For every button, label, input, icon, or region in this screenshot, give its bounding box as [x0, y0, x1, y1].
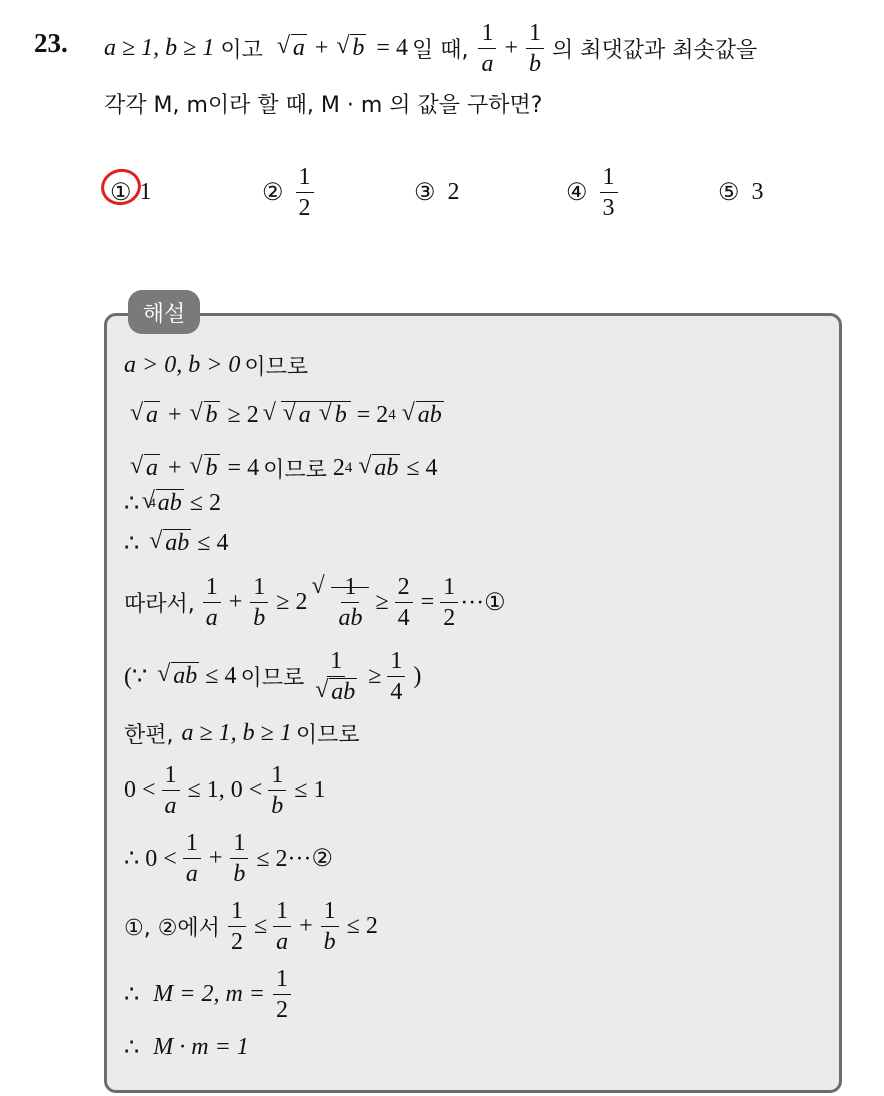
solution-line-4: ∴ 4 √ ab ≤ 2	[124, 486, 221, 520]
choice-value: 1	[139, 178, 152, 205]
choice-value: 2	[447, 178, 460, 205]
equals-four: = 4	[376, 34, 408, 61]
solution-line-10: ∴ 0 < $\frac{1}{a}$ + $\frac{1}{b}$ ≤ 2···②	[124, 829, 334, 887]
question-text: 일 때,	[411, 37, 469, 63]
choice-1[interactable]	[110, 172, 152, 212]
choice-2[interactable]	[262, 160, 316, 224]
solution-badge: 해설	[128, 290, 200, 334]
solution-line-12: ∴ M = 2, m = $\frac{1}{2}$	[124, 962, 293, 1026]
condition: a ≥ 1, b ≥ 1	[104, 34, 215, 61]
solution-line-7: (∵ √ ab ≤ 4 이므로 1 √ ab ≥ $\frac{1}{4}$ )	[124, 644, 421, 708]
choice-label: ④	[566, 179, 588, 206]
choice-label: ②	[262, 179, 284, 206]
fraction-1-over-b: $\frac{1}{b}$	[526, 21, 544, 76]
fraction-1-over-a: $\frac{1}{a}$	[478, 21, 496, 76]
sqrt-a: √ a	[277, 35, 307, 62]
solution-line-3: √ a + √ b = 4 이므로 2 4 √ ab ≤ 4	[130, 450, 438, 486]
solution-line-11: ①, ②에서 $\frac{1}{2}$ ≤ $\frac{1}{a}$ + $\frac{1}{b}$ ≤ 2	[124, 897, 378, 955]
choice-label: ③	[414, 179, 436, 206]
solution-line-9: 0 < $\frac{1}{a}$ ≤ 1, 0 < $\frac{1}{b}$ ≤ 1	[124, 761, 326, 819]
choice-value: 3	[751, 178, 764, 205]
question-text: 이고	[220, 37, 263, 63]
question-number: 23.	[34, 28, 68, 58]
plus-sign: +	[314, 34, 329, 61]
choice-value: $\frac{1}{2}$	[296, 165, 314, 220]
choice-5[interactable]	[718, 172, 764, 212]
sqrt-b: √ b	[336, 35, 366, 62]
choice-value: $\frac{1}{3}$	[600, 165, 618, 220]
choice-3[interactable]	[414, 172, 460, 212]
question-line-2: 각각 M, m이라 할 때, M · m 의 값을 구하면?	[104, 93, 543, 118]
choice-4[interactable]	[566, 160, 620, 224]
question-line-1	[104, 16, 757, 80]
choice-label: ⑤	[718, 179, 740, 206]
plus-sign: +	[504, 34, 518, 61]
question-text: 의 최댓값과 최솟값을	[552, 37, 758, 63]
solution-line-5: ∴ √ ab ≤ 4	[124, 526, 228, 560]
solution-line-1: a > 0, b > 0 이므로	[124, 351, 309, 380]
solution-line-8: 한편, a ≥ 1, b ≥ 1 이므로	[124, 719, 360, 748]
choice-label: ①	[110, 179, 132, 206]
solution-line-13: ∴ M · m = 1	[124, 1033, 249, 1061]
solution-line-2: √ a + √ b ≥ 2 √ √ a √ b = 2 4 √ ab	[130, 396, 444, 434]
solution-line-6: 따라서, $\frac{1}{a}$ + $\frac{1}{b}$ ≥ 2 √ $\frac{1}{ab}$ ≥ $\frac{2}{4}$ = $\frac{1}{2}$ ···①	[124, 570, 506, 634]
